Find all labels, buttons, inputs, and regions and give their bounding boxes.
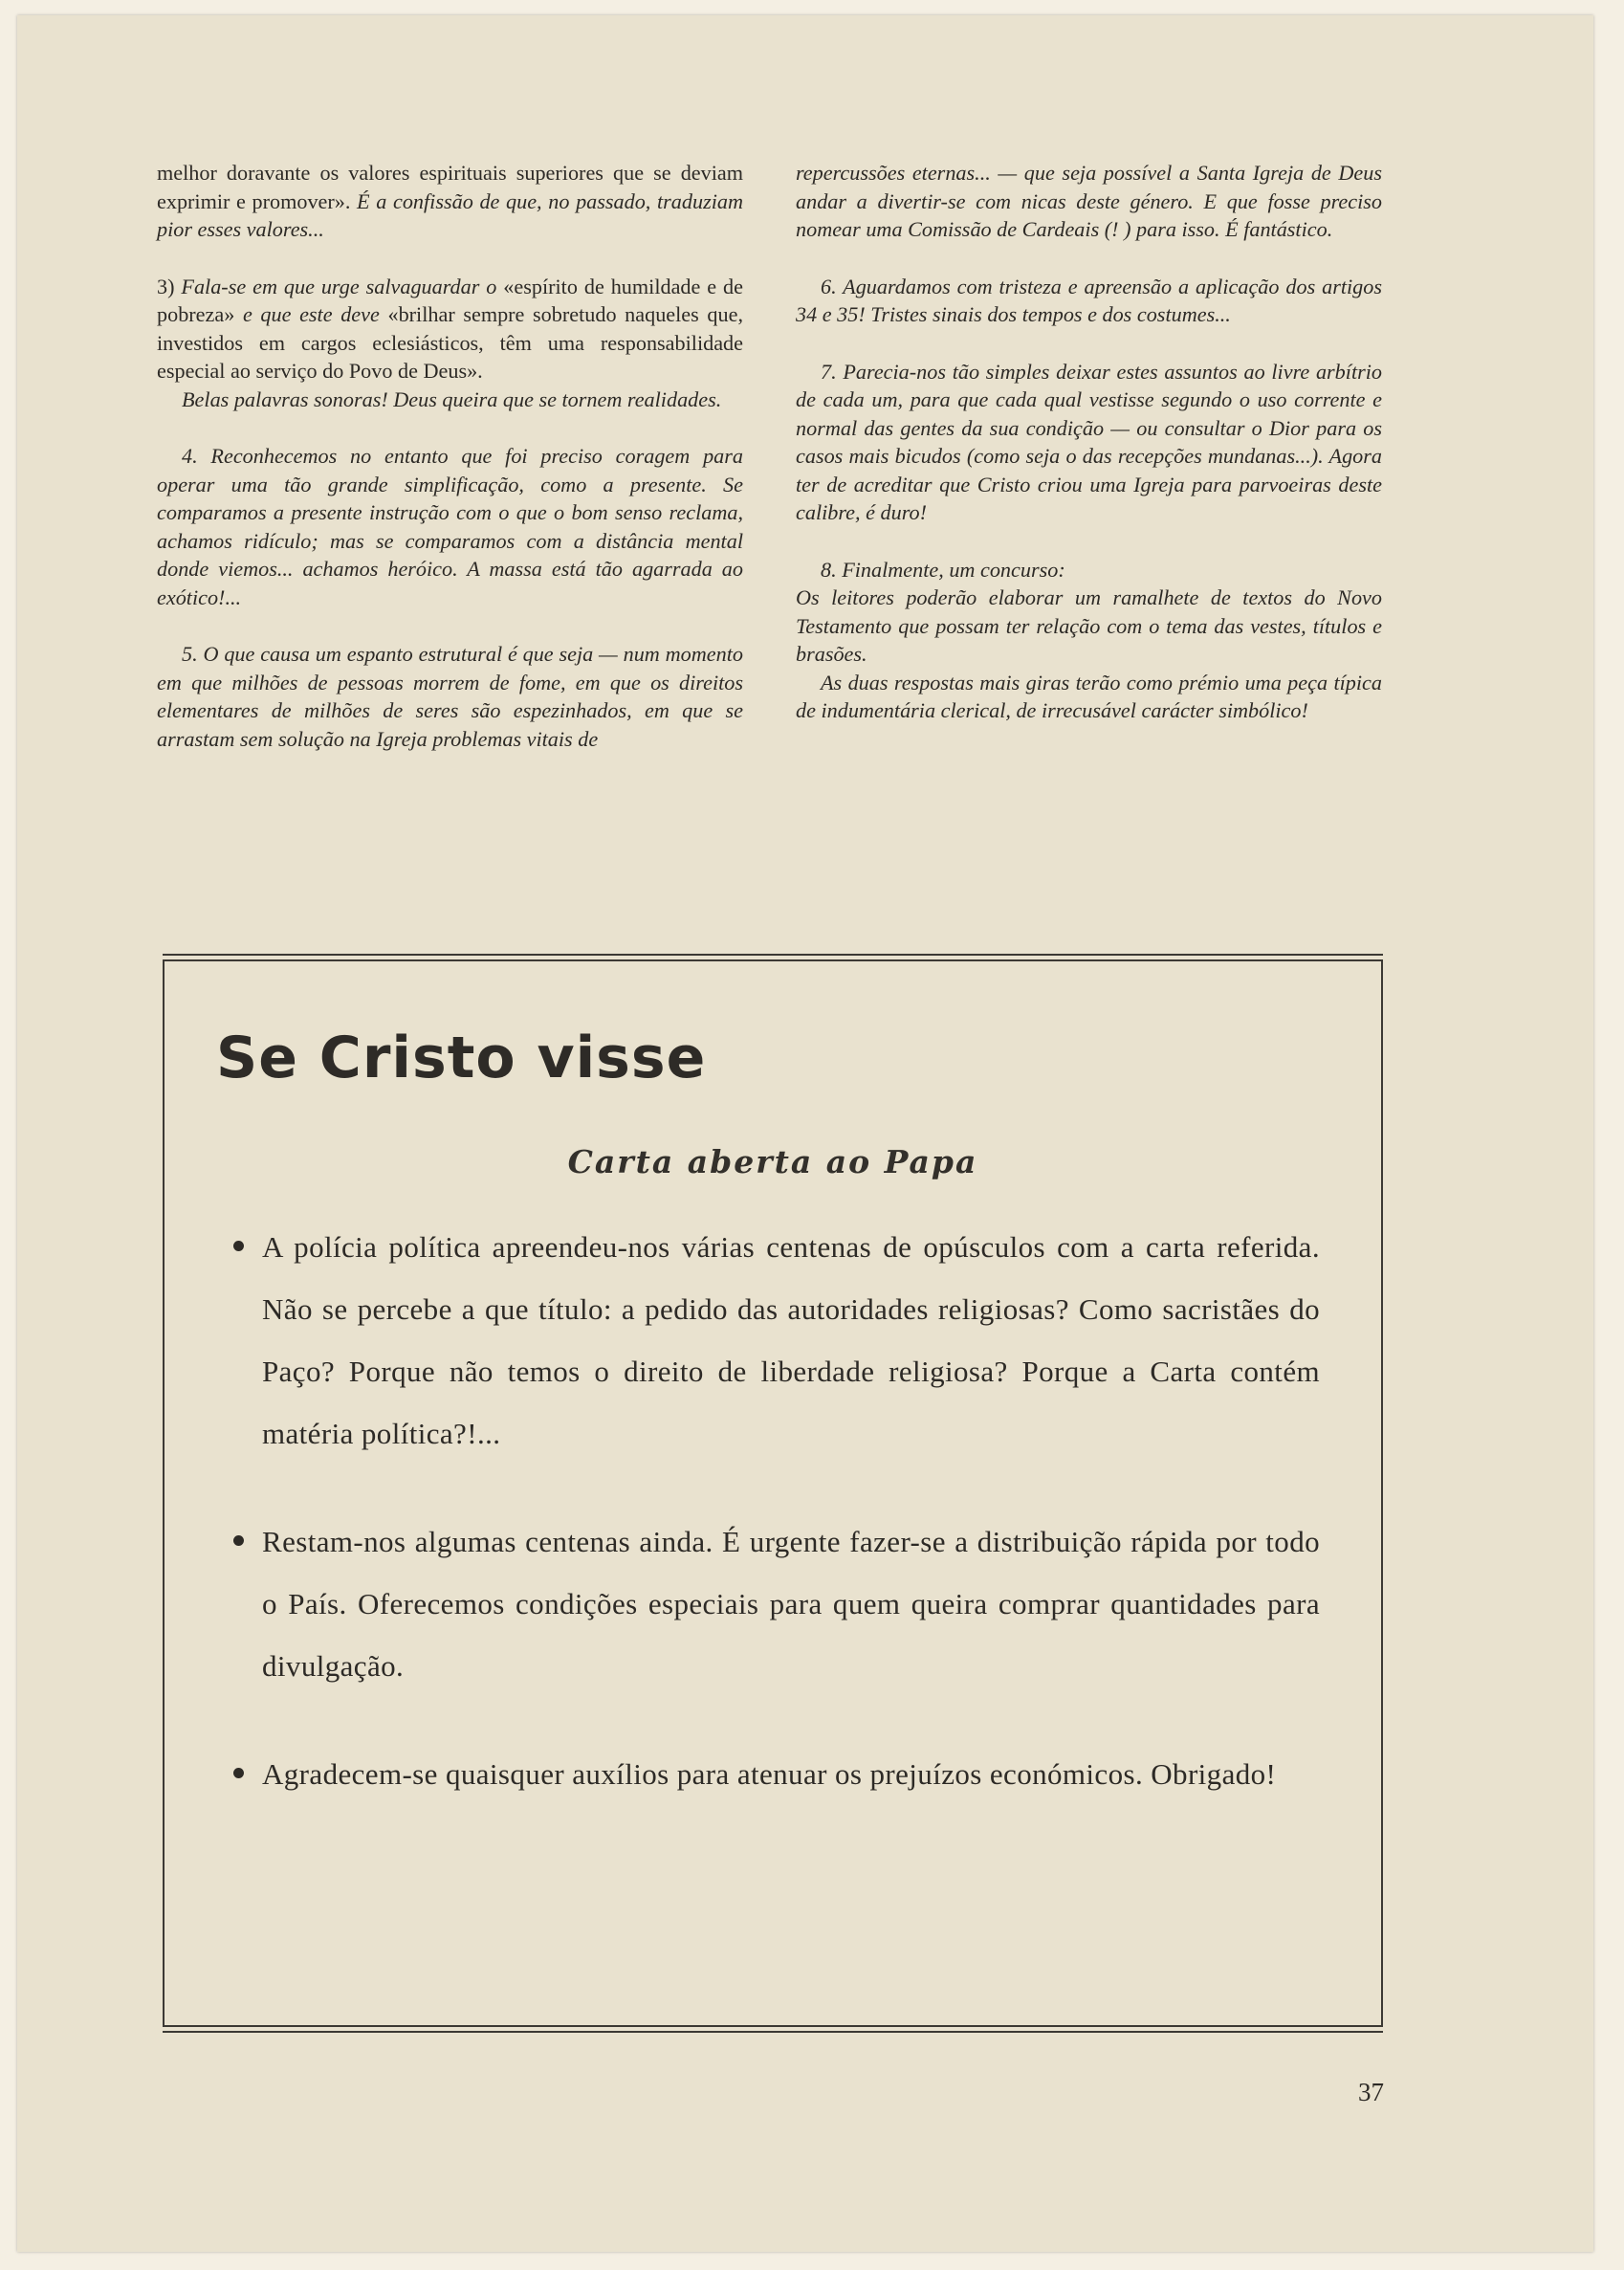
left-p1-text: melhor doravante os valores espirituais superiores que se deviam exprimir e promover». [157,161,743,213]
left-p2-quote-a: «espírito de humildade e de pobreza» [157,274,743,326]
left-p2-num: 3) [157,274,182,298]
bullet-list [233,1216,1320,1851]
bullet-text: A polícia política apreendeu-nos várias centenas de opúsculos com a carta referida. Não se percebe a que título: a pedido das autoridades religiosas? Como sacristães do Paço? Porque não temos o direito de liberdade religiosa? Porque a Carta contém matéria política?!... [262,1230,1320,1450]
right-p3-text: 7. Parecia-nos tão simples deixar estes assuntos ao livre arbítrio de cada um, para que cada qual vestisse segundo o uso corrente e normal das gentes da sua condição — ou consultar o Dior para os casos mais bicudos (como seja o das recepções mundanas...). Agora ter de acreditar que Cristo criou uma Igreja para parvoeiras deste calibre, é duro! [796,359,1382,524]
notice-box [163,959,1383,2027]
right-p4-body: Os leitores poderão elaborar um ramalhete de textos do Novo Testamento que possam ter relação com o tema das vestes, títulos e brasões. [796,585,1382,666]
left-p1-italic: É a confissão de que, no passado, traduziam pior esses valores... [157,188,743,241]
right-paragraph-4-tail [796,669,1382,725]
left-column [157,159,743,782]
left-p2-italic-a: Fala-se em que urge salvaguardar o [181,274,497,298]
right-p4-head: 8. Finalmente, um concurso: [821,557,1065,582]
right-column [796,159,1382,754]
left-p4-text: 5. O que causa um espanto estrutural é que seja — num momento em que milhões de pessoas morrem de fome, em que os direitos elementares de milhões de seres são espezinhados, em que se arrastam sem solução na Igreja problemas vitais de [157,642,743,751]
left-paragraph-2-tail [157,386,743,414]
bullet-text: Agradecem-se quaisquer auxílios para atenuar os prejuízos económicos. Obrigado! [262,1757,1277,1791]
right-paragraph-4 [796,556,1382,669]
left-p2-quote-b: «brilhar sempre sobretudo naqueles que, investidos em cargos eclesiásticos, têm uma responsabilidade especial ao serviço do Povo de Deus». [157,302,743,383]
left-p3-text: 4. Reconhecemos no entanto que foi preciso coragem para operar uma tão grande simplificação, como a presente. Se comparamos a presente instrução com o que o bom senso reclama, achamos ridículo; mas se comparamos com a distância mental donde viemos... achamos heróico. A massa está tão agarrada ao exótico!... [157,444,743,609]
left-paragraph-3 [157,442,743,611]
page-sheet [17,15,1593,2252]
left-paragraph-2 [157,273,743,386]
bullet-item [233,1510,1320,1697]
left-paragraph-1 [157,159,743,244]
right-p4-tail: As duas respostas mais giras terão como prémio uma peça típica de indumentária clerical, de irrecusável carácter simbólico! [796,670,1382,722]
bullet-dot-icon [233,1535,244,1546]
box-bottom-rule [163,2031,1383,2033]
left-p2-tail: Belas palavras sonoras! Deus queira que se tornem realidades. [182,386,722,411]
bullet-dot-icon [233,1768,244,1778]
box-top-rule [163,954,1383,956]
right-paragraph-2 [796,273,1382,329]
right-p1-text: repercussões eternas... — que seja possível a Santa Igreja de Deus andar a divertir-se com nicas deste género. E que fosse preciso nomear uma Comissão de Cardeais (! ) para isso. É fantástico. [796,161,1382,241]
left-p2-italic-b: e que este deve [242,302,380,326]
bullet-item [233,1743,1320,1805]
bullet-dot-icon [233,1241,244,1251]
left-paragraph-4 [157,640,743,753]
page-number: 37 [1358,2078,1384,2106]
bullet-text: Restam-nos algumas centenas ainda. É urgente fazer-se a distribuição rápida por todo o País. Oferecemos condições especiais para quem queira comprar quantidades para divulgação. [262,1525,1320,1683]
box-title: Se Cristo visse [216,1025,707,1091]
bullet-item [233,1216,1320,1465]
right-paragraph-1 [796,159,1382,244]
box-subtitle: Carta aberta ao Papa [567,1143,978,1180]
right-p2-text: 6. Aguardamos com tristeza e apreensão a aplicação dos artigos 34 e 35! Tristes sinais dos tempos e dos costumes... [796,274,1382,326]
right-paragraph-3 [796,358,1382,527]
